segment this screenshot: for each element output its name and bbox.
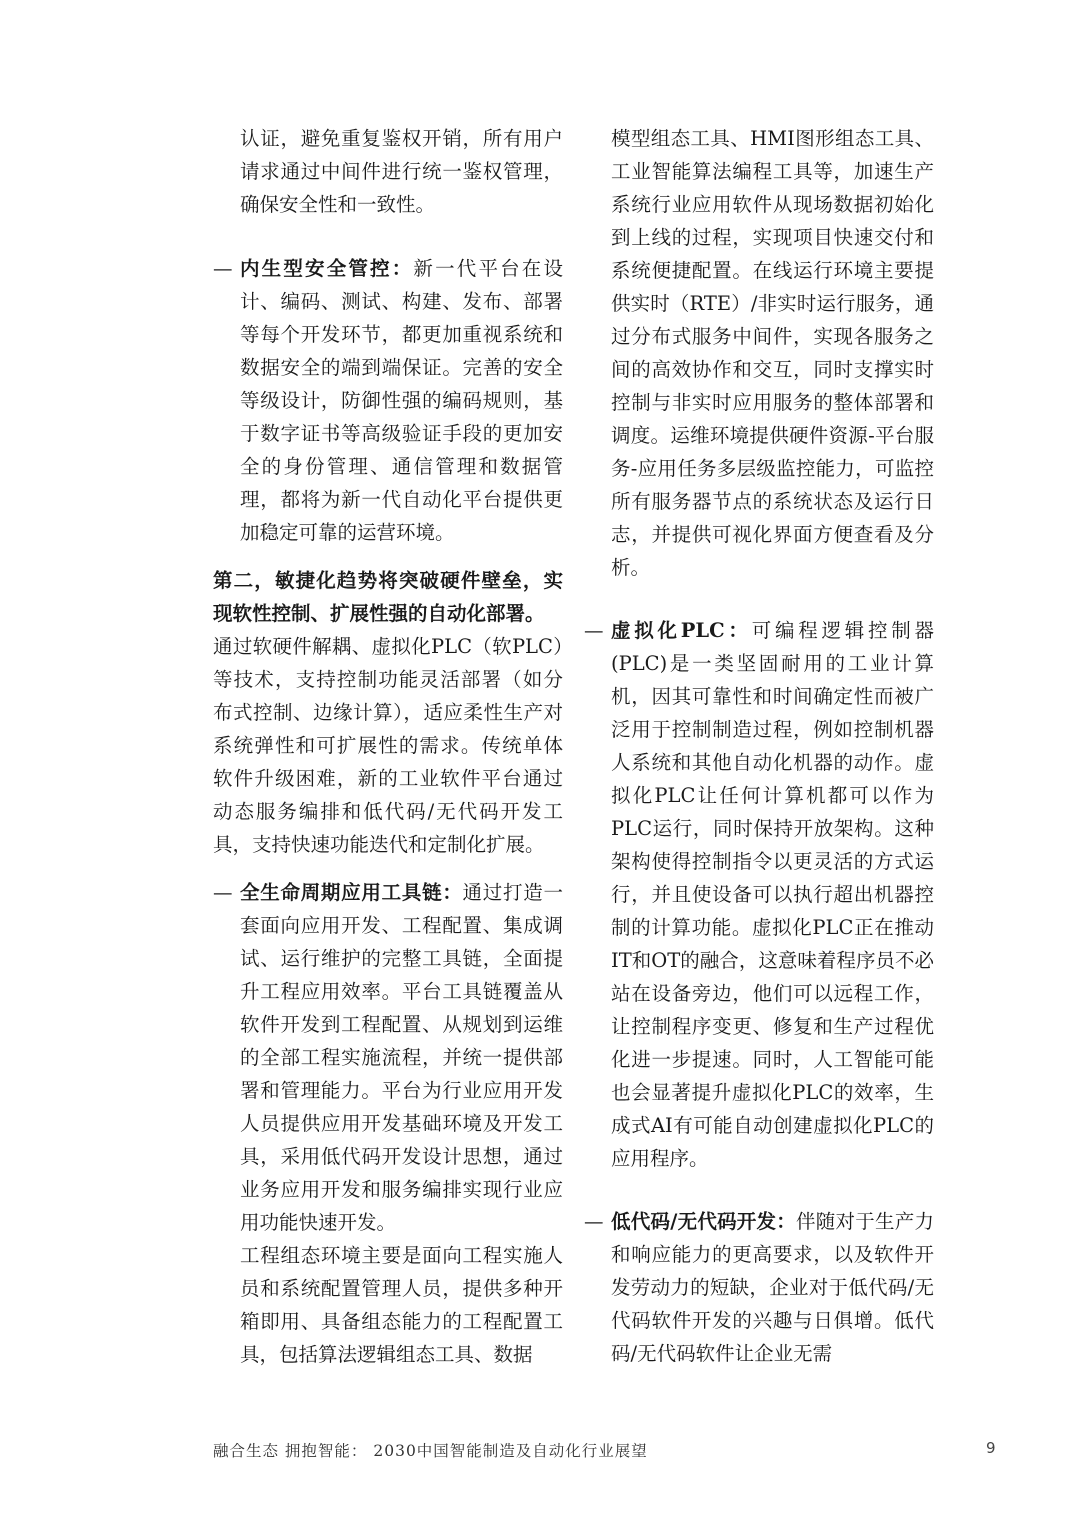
toolchain-item (213, 876, 563, 1371)
toolchain-term: 全生命周期应用工具链： (240, 881, 463, 904)
dash-marker: — (584, 1210, 604, 1233)
section-heading: 第二，敏捷化趋势将突破硬件壁垒，实现软性控制、扩展性强的自动化部署。 (213, 569, 563, 625)
low-code-item (584, 1205, 934, 1370)
left-column (213, 122, 563, 1371)
footer-report-title: 融合生态 拥抱智能： 2030中国智能制造及自动化行业展望 (213, 1442, 648, 1460)
dash-marker: — (213, 881, 233, 904)
page-number: 9 (986, 1439, 996, 1457)
dash-marker: — (213, 257, 233, 280)
security-control-item (213, 252, 563, 549)
section-body-paragraph: 通过软硬件解耦、虚拟化PLC（软PLC）等技术，支持控制功能灵活部署（如分布式控制、边缘计算），适应柔性生产对系统弹性和可扩展性的需求。传统单体软件升级困难，新的工业软件平台通过动态服务编排和低代码/无代码开发工具，支持快速功能迭代和定制化扩展。 (213, 635, 563, 856)
right-column (584, 122, 934, 1370)
right-continuation-paragraph: 模型组态工具、HMI图形组态工具、工业智能算法编程工具等，加速生产系统行业应用软件从现场数据初始化到上线的过程，实现项目快速交付和系统便捷配置。在线运行环境主要提供实时（RTE）/非实时运行服务，通过分布式服务中间件，实现各服务之间的高效协作和交互，同时支撑实时控制与非实时应用服务的整体部署和调度。运维环境提供硬件资源-平台服务-应用任务多层级监控能力，可监控所有服务器节点的系统状态及运行日志，并提供可视化界面方便查看及分析。 (611, 127, 934, 579)
toolchain-text-continued: 工程组态环境主要是面向工程实施人员和系统配置管理人员，提供多种开箱即用、具备组态能力的工程配置工具，包括算法逻辑组态工具、数据 (240, 1244, 563, 1366)
low-code-text: 伴随对于生产力和响应能力的更高要求，以及软件开发劳动力的短缺，企业对于低代码/无代码软件开发的兴趣与日俱增。低代码/无代码软件让企业无需 (611, 1210, 934, 1365)
virtual-plc-text: 可编程逻辑控制器(PLC)是一类坚固耐用的工业计算机，因其可靠性和时间确定性而被广泛用于控制制造过程，例如控制机器人系统和其他自动化机器的动作。虚拟化PLC让任何计算机都可以作为PLC运行，同时保持开放架构。这种架构使得控制指令以更灵活的方式运行，并且使设备可以执行超出机器控制的计算功能。虚拟化PLC正在推动IT和OT的融合，这意味着程序员不必站在设备旁边，他们可以远程工作，让控制程序变更、修复和生产过程优化进一步提速。同时，人工智能可能也会显著提升虚拟化PLC的效率，生成式AI有可能自动创建虚拟化PLC的应用程序。 (611, 619, 934, 1170)
dash-marker: — (584, 619, 604, 642)
left-continuation-paragraph: 认证，避免重复鉴权开销，所有用户请求通过中间件进行统一鉴权管理，确保安全性和一致性。 (240, 127, 563, 216)
security-control-text: 新一代平台在设计、编码、测试、构建、发布、部署等每个开发环节，都更加重视系统和数据安全的端到端保证。完善的安全等级设计，防御性强的编码规则，基于数字证书等高级验证手段的更加安全的身份管理、通信管理和数据管理，都将为新一代自动化平台提供更加稳定可靠的运营环境。 (240, 257, 563, 544)
virtual-plc-item (584, 614, 934, 1175)
toolchain-text: 通过打造一套面向应用开发、工程配置、集成调试、运行维护的完整工具链，全面提升工程应用效率。平台工具链覆盖从软件开发到工程配置、从规划到运维的全部工程实施流程，并统一提供部署和管理能力。平台为行业应用开发人员提供应用开发基础环境及开发工具，采用低代码开发设计思想，通过业务应用开发和服务编排实现行业应用功能快速开发。 (240, 881, 563, 1234)
security-control-term: 内生型安全管控： (240, 257, 414, 280)
virtual-plc-term: 虚拟化PLC： (611, 619, 752, 642)
low-code-term: 低代码/无代码开发： (611, 1210, 797, 1233)
